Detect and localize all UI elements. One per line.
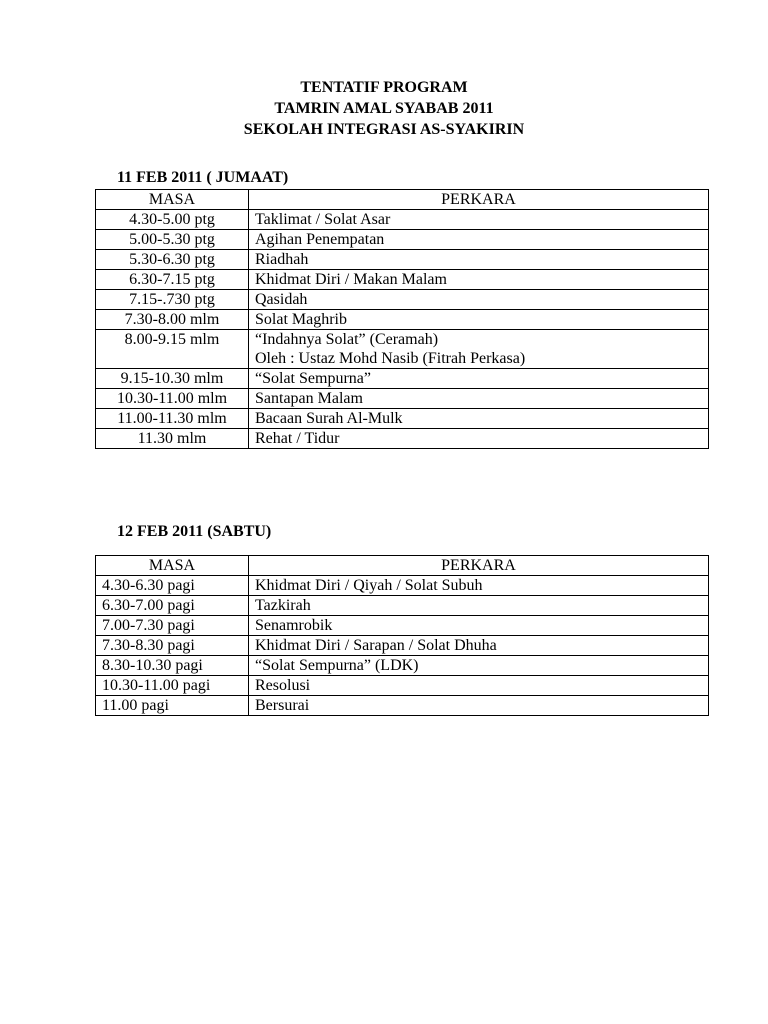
- table-row: [96, 676, 709, 696]
- perkara-line: Khidmat Diri / Qiyah / Solat Subuh: [255, 577, 483, 594]
- table-header-row: [96, 190, 709, 210]
- perkara-cell: [249, 636, 709, 656]
- perkara-line: Oleh : Ustaz Mohd Nasib (Fitrah Perkasa): [255, 350, 526, 367]
- masa-cell: 7.00-7.30 pagi: [96, 616, 249, 636]
- day1-schedule-table: [95, 189, 709, 449]
- day2-heading: 12 FEB 2011 (SABTU): [117, 523, 272, 540]
- masa-column-header: MASA: [96, 190, 249, 210]
- masa-column-header: MASA: [96, 556, 249, 576]
- perkara-cell: [249, 369, 709, 389]
- perkara-line: Santapan Malam: [255, 390, 363, 407]
- masa-cell: 4.30-6.30 pagi: [96, 576, 249, 596]
- perkara-line: Tazkirah: [255, 597, 311, 614]
- table-row: [96, 230, 709, 250]
- table-row: [96, 696, 709, 716]
- table-row: [96, 250, 709, 270]
- perkara-line: Bacaan Surah Al-Mulk: [255, 410, 403, 427]
- title-line-2: TAMRIN AMAL SYABAB 2011: [274, 100, 494, 117]
- masa-cell: 11.00-11.30 mlm: [96, 409, 249, 429]
- masa-cell: 5.30-6.30 ptg: [96, 250, 249, 270]
- masa-cell: 9.15-10.30 mlm: [96, 369, 249, 389]
- perkara-cell: [249, 290, 709, 310]
- perkara-cell: [249, 310, 709, 330]
- table-row: [96, 330, 709, 369]
- perkara-cell: [249, 696, 709, 716]
- perkara-cell: [249, 330, 709, 369]
- perkara-line: Khidmat Diri / Sarapan / Solat Dhuha: [255, 637, 497, 654]
- table-row: [96, 596, 709, 616]
- perkara-cell: [249, 270, 709, 290]
- perkara-cell: [249, 210, 709, 230]
- masa-cell: 11.30 mlm: [96, 429, 249, 449]
- perkara-cell: [249, 250, 709, 270]
- masa-cell: 10.30-11.00 pagi: [96, 676, 249, 696]
- day2-schedule-table: [95, 555, 709, 716]
- masa-cell: 6.30-7.15 ptg: [96, 270, 249, 290]
- perkara-line: Khidmat Diri / Makan Malam: [255, 271, 447, 288]
- perkara-cell: [249, 576, 709, 596]
- masa-cell: 8.30-10.30 pagi: [96, 656, 249, 676]
- table-row: [96, 656, 709, 676]
- perkara-cell: [249, 230, 709, 250]
- table-row: [96, 409, 709, 429]
- perkara-column-header: PERKARA: [249, 190, 709, 210]
- day2-table-body: [96, 576, 709, 716]
- perkara-line: Agihan Penempatan: [255, 231, 385, 248]
- table-row: [96, 290, 709, 310]
- perkara-cell: [249, 676, 709, 696]
- table-row: [96, 429, 709, 449]
- table-row: [96, 389, 709, 409]
- masa-cell: 7.15-.730 ptg: [96, 290, 249, 310]
- perkara-line: Senamrobik: [255, 617, 333, 634]
- table-header-row: [96, 556, 709, 576]
- masa-cell: 6.30-7.00 pagi: [96, 596, 249, 616]
- perkara-cell: [249, 596, 709, 616]
- perkara-line: “Indahnya Solat” (Ceramah): [255, 331, 439, 348]
- perkara-line: Qasidah: [255, 291, 308, 308]
- perkara-cell: [249, 656, 709, 676]
- table-row: [96, 616, 709, 636]
- table-row: [96, 270, 709, 290]
- title-line-1: TENTATIF PROGRAM: [300, 79, 468, 96]
- perkara-line: Resolusi: [255, 677, 311, 694]
- table-row: [96, 310, 709, 330]
- masa-cell: 7.30-8.30 pagi: [96, 636, 249, 656]
- perkara-column-header: PERKARA: [249, 556, 709, 576]
- masa-cell: 4.30-5.00 ptg: [96, 210, 249, 230]
- perkara-line: “Solat Sempurna”: [255, 370, 371, 387]
- masa-cell: 10.30-11.00 mlm: [96, 389, 249, 409]
- table-row: [96, 210, 709, 230]
- perkara-cell: [249, 409, 709, 429]
- title-line-3: SEKOLAH INTEGRASI AS-SYAKIRIN: [243, 121, 525, 138]
- perkara-cell: [249, 429, 709, 449]
- document-title: [0, 77, 768, 140]
- perkara-cell: [249, 389, 709, 409]
- perkara-line: Rehat / Tidur: [255, 430, 340, 447]
- table-row: [96, 369, 709, 389]
- perkara-cell: [249, 616, 709, 636]
- table-row: [96, 636, 709, 656]
- day1-table-body: [96, 210, 709, 449]
- day1-heading: 11 FEB 2011 ( JUMAAT): [117, 169, 289, 186]
- perkara-line: Taklimat / Solat Asar: [255, 211, 391, 228]
- masa-cell: 7.30-8.00 mlm: [96, 310, 249, 330]
- table-row: [96, 576, 709, 596]
- masa-cell: 5.00-5.30 ptg: [96, 230, 249, 250]
- masa-cell: 8.00-9.15 mlm: [96, 330, 249, 369]
- perkara-line: Solat Maghrib: [255, 311, 347, 328]
- masa-cell: 11.00 pagi: [96, 696, 249, 716]
- perkara-line: Riadhah: [255, 251, 309, 268]
- perkara-line: Bersurai: [255, 697, 310, 714]
- perkara-line: “Solat Sempurna” (LDK): [255, 657, 419, 674]
